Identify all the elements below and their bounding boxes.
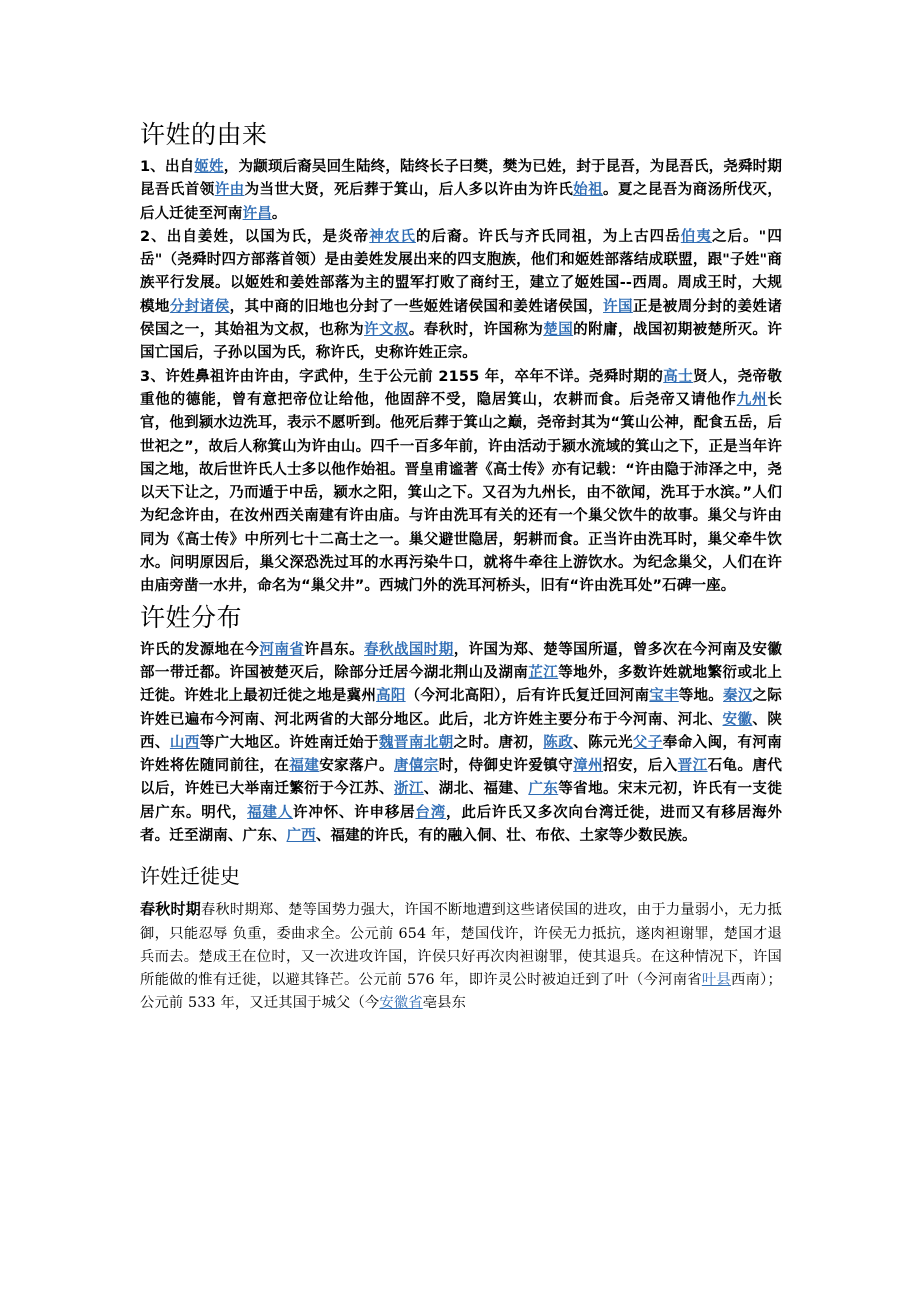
link-chenzheng[interactable]: 陈政: [543, 734, 574, 751]
text: 。春秋时，许国称为: [408, 322, 544, 339]
text: 等地外，多数许姓就地繁衍或北上迁徙。许姓北上最初迁徙之地是冀州: [140, 664, 782, 705]
text: 安家落户。: [319, 758, 394, 775]
text: 招安，后入: [603, 758, 678, 775]
paragraph-distribution: [140, 639, 782, 849]
text: 为当世大贤，死后葬于箕山，后人多以许由为许氏: [244, 182, 574, 199]
link-henansheng[interactable]: 河南省: [259, 641, 305, 658]
text: 之后。"四岳"（尧舜时四方部落首领）是由姜姓发展出来的四支胞族，他们和姬姓部落结成联盟，跟"子姓"商族平行发展。以姬姓和姜姓部落为主的盟军打败了商纣王，建立了姬姓国--西周。周成王时，大规模地: [140, 228, 782, 315]
text: 的附庸，战国初期被楚所灭。许国亡国后，子孙以国为氏，称许氏，史称许姓正宗。: [140, 322, 782, 362]
link-fujianren[interactable]: 福建人: [247, 804, 294, 821]
text: （今河北高阳），后有许氏复迁回河南: [405, 688, 650, 705]
section-title-distribution: 许姓分布: [140, 602, 243, 632]
text: ，此后许氏又多次向台湾迁徙，进而又有移居海外者。迁至湖南、广东、: [140, 804, 782, 845]
text: 石龟。唐代以后，许姓已大举南迁繁衍于今江苏、: [140, 758, 782, 798]
text: 3、许姓鼻祖许由许由，字武仲，生于公元前 2155 年，卒年不详。尧舜时期的: [140, 368, 664, 385]
link-qinhan[interactable]: 秦汉: [723, 688, 753, 705]
paragraph-migration: [140, 898, 782, 1015]
link-jinjiang[interactable]: 晋江: [677, 758, 708, 775]
link-weijinnanbeichao[interactable]: 魏晋南北朝: [378, 734, 454, 751]
text: 时，侍御史许爱镇守: [438, 758, 574, 775]
text: 、福建的许氏，有的融入侗、壮、布依、土家等少数民族。: [315, 828, 697, 845]
link-yexian[interactable]: 叶县: [701, 971, 731, 988]
link-zhejiang[interactable]: 浙江: [393, 781, 424, 798]
section-title-origin: 许姓的由来: [140, 120, 268, 149]
text: 1、出自: [140, 159, 195, 175]
link-zhijiang[interactable]: 芷江: [528, 664, 559, 681]
text: 等省地。宋末元初，许氏有一支徙居广东。明代，: [140, 781, 782, 821]
paragraph-lead: 春秋时期: [140, 900, 201, 919]
document-body: [140, 118, 782, 1015]
link-taiwan[interactable]: 台湾: [415, 804, 447, 821]
paragraph-origin-1: [140, 156, 782, 226]
link-boyi[interactable]: 伯夷: [680, 228, 712, 245]
link-shizu[interactable]: 始祖: [573, 182, 604, 199]
text: 、陈元光: [573, 734, 633, 751]
link-anhui[interactable]: 安徽: [722, 711, 753, 728]
link-shennongshi[interactable]: 神农氏: [369, 228, 416, 245]
paragraph-origin-3: [140, 366, 782, 599]
text: 春秋时期郑、楚等国势力强大，许国不断地遭到这些诸侯国的进攻，由于力量弱小，无力抵御，只能忍辱 负重，委曲求全。公元前 654 年，楚国伐许，许侯无力抵抗，遂肉袒谢罪，楚国才退兵而去。楚成王在位时，又一次进攻许国，许侯只好再次肉袒谢罪，使其退兵。在这种情况下，许国所能做的惟有迁徙，以避其锋芒。公元前 576 年，即许灵公时被迫迁到了叶（今河南省: [140, 902, 782, 988]
text: 的后裔。许氏与齐氏同祖，为上古四岳: [415, 228, 681, 245]
link-zhangzhou[interactable]: 漳州: [573, 758, 604, 775]
link-xuyou[interactable]: 许由: [214, 182, 245, 199]
link-xuchang[interactable]: 许昌: [242, 205, 272, 222]
text: 之际许姓已遍布今河南、河北两省的大部分地区。此后，北方许姓主要分布于今河南、河北、: [140, 688, 782, 728]
text: 奉命入闽，有河南许姓将佐随同前往，在: [140, 734, 782, 775]
text: 、陕西、: [140, 711, 782, 751]
text: ，许国为郑、楚等国所逼，曾多次在今河南及安徽部一带迁都。许国被楚灭后，除部分迁居今湖北荆山及湖南: [140, 641, 782, 681]
text: 等广大地区。许姓南迁始于: [199, 734, 379, 751]
text: 。: [271, 205, 287, 222]
link-shanxi[interactable]: 山西: [169, 734, 200, 751]
text: 正是被周分封的姜姓诸侯国之一，其始祖为文叔，也称为: [140, 298, 782, 339]
link-jixing[interactable]: 姬姓: [194, 159, 224, 175]
text: 、湖北、福建、: [423, 781, 529, 798]
text: 许氏的发源地在今: [140, 641, 260, 658]
text: ，为颛顼后裔吴回生陆终，陆终长子曰樊，樊为已姓，封于昆吾，为昆吾氏，尧舜时期昆吾氏首领: [140, 159, 782, 199]
link-guangxi[interactable]: 广西: [286, 828, 316, 845]
text: 贤人，尧帝敬重他的德能，曾有意把帝位让给他，他固辞不受，隐居箕山，农耕而食。后尧帝又请他作: [140, 368, 782, 408]
section-title-migration: 许姓迁徙史: [140, 864, 240, 889]
link-xuwenshu[interactable]: 许文叔: [364, 322, 409, 339]
text: 西南）；公元前 533 年，又迁其国于城父（今: [140, 971, 782, 1012]
link-guangdong[interactable]: 广东: [528, 781, 559, 798]
text: ，其中商的旧地也分封了一些姬姓诸侯国和姜姓诸侯国，: [229, 298, 604, 315]
link-fenfengzhuhou[interactable]: 分封诸侯: [169, 298, 230, 315]
link-chunqiuzhanguo[interactable]: 春秋战国时期: [364, 641, 454, 658]
text: 之时。唐初，: [453, 734, 544, 751]
link-anhuisheng[interactable]: 安徽省: [379, 995, 423, 1012]
text: 等地。: [678, 688, 724, 705]
paragraph-origin-2: [140, 226, 782, 366]
text: 许昌东。: [304, 641, 365, 658]
link-gaoshi[interactable]: 高士: [663, 368, 693, 385]
link-fuzi[interactable]: 父子: [632, 734, 663, 751]
link-jiuzhou[interactable]: 九州: [736, 391, 768, 408]
text: 许冲怀、许申移居: [293, 804, 416, 821]
link-tangxizong[interactable]: 唐僖宗: [393, 758, 439, 775]
link-xuguo[interactable]: 许国: [603, 298, 633, 315]
link-chuguo[interactable]: 楚国: [543, 322, 574, 339]
link-gaoyang[interactable]: 高阳: [376, 688, 406, 705]
link-baofeng[interactable]: 宝丰: [649, 688, 679, 705]
text: 2、出自姜姓，以国为氏，是炎帝: [140, 228, 370, 245]
text: 亳县东: [422, 995, 467, 1012]
link-fujian[interactable]: 福建: [289, 758, 320, 775]
text: 。夏之昆吾为商汤所伐灭，后人迁徒至河南: [140, 182, 782, 222]
text: 长官，他到颍水边洗耳，表示不愿听到。他死后葬于箕山之巅，尧帝封其为“箕山公神，配食五岳，后世祀之”，故后人称箕山为许由山。四千一百多年前，许由活动于颍水流域的箕山之下，正是当年许国之地，故后世许氏人士多以他作始祖。晋皇甫谧著《高士传》亦有记载：“许由隐于沛泽之中，尧以天下让之，乃而遁于中岳，颍水之阳，箕山之下。又召为九州长，由不欲闻，洗耳于水滨。”人们为纪念许由，在汝州西关南建有许由庙。与许由洗耳有关的还有一个巢父饮牛的故事。巢父与许由同为《高士传》中所列七十二高士之一。巢父避世隐居，躬耕而食。正当许由洗耳时，巢父牵牛饮水。问明原因后，巢父深恐洗过耳的水再污染牛口，就将牛牵往上游饮水。为纪念巢父，人们在许由庙旁凿一水井，命名为“巢父井”。西城门外的洗耳河桥头，旧有“许由洗耳处”石碑一座。: [140, 391, 782, 595]
